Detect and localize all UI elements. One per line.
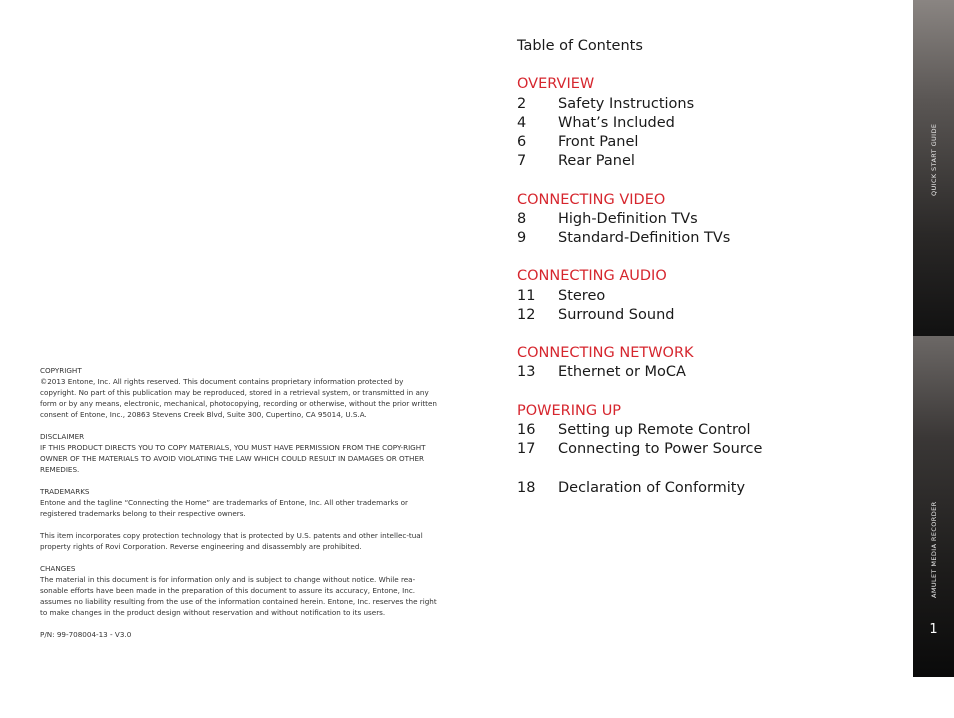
section-heading: CONNECTING AUDIO bbox=[517, 268, 667, 285]
toc-entry[interactable] bbox=[517, 306, 897, 325]
copyright-block bbox=[40, 365, 438, 420]
part-number: P/N: 99-708004-13 - V3.0 bbox=[40, 630, 132, 639]
toc-page-number: 16 bbox=[517, 421, 536, 438]
sidebar-top-label: QUICK START GUIDE bbox=[930, 123, 938, 196]
toc-section-connecting-network bbox=[517, 344, 897, 382]
toc-page-number: 6 bbox=[517, 134, 527, 150]
toc-entry[interactable] bbox=[517, 287, 897, 306]
toc-entry-label: Front Panel bbox=[558, 134, 639, 150]
toc-entry-label: Safety Instructions bbox=[558, 95, 695, 112]
toc-entry-label: Setting up Remote Control bbox=[558, 421, 751, 438]
toc-page-number: 13 bbox=[517, 364, 536, 381]
toc-entry[interactable] bbox=[517, 229, 897, 248]
sidebar-quick-start-label bbox=[913, 123, 954, 276]
toc-page-number: 2 bbox=[517, 95, 527, 112]
toc-entry-label: Declaration of Conformity bbox=[558, 479, 746, 496]
table-of-contents bbox=[517, 37, 897, 498]
toc-page-number: 7 bbox=[517, 153, 527, 170]
toc-page-number: 9 bbox=[517, 230, 527, 246]
trademarks-text: Entone and the tagline “Connecting the Home” are trademarks of Entone, Inc. All other trademarks or registered trademarks belong to their respective owners. bbox=[40, 498, 408, 518]
disclaimer-text: IF THIS PRODUCT DIRECTS YOU TO COPY MATERIALS, YOU MUST HAVE PERMISSION FROM THE COPY-RIGHT OWNER OF THE MATERIALS TO AVOID VIOLATING THE LAW WHICH COULD RESULT IN DAMAGES OR OTHER REMEDIES. bbox=[40, 443, 426, 474]
toc-entry-label: Connecting to Power Source bbox=[558, 441, 763, 458]
toc-section-overview bbox=[517, 75, 897, 171]
toc-page-number: 11 bbox=[517, 287, 536, 304]
toc-entry-label: What’s Included bbox=[558, 114, 675, 131]
toc-entry-declaration[interactable] bbox=[517, 479, 897, 498]
toc-entry[interactable] bbox=[517, 152, 897, 171]
toc-entry-label: Ethernet or MoCA bbox=[558, 364, 686, 381]
section-heading: CONNECTING NETWORK bbox=[517, 345, 694, 362]
toc-section-connecting-video bbox=[517, 191, 897, 249]
sidebar-product-label bbox=[913, 501, 954, 718]
toc-entry-label: Stereo bbox=[558, 287, 606, 304]
section-heading: OVERVIEW bbox=[517, 76, 595, 93]
copyright-text: ©2013 Entone, Inc. All rights reserved. This document contains proprietary information protected by copyright. No part of this publication may be reproduced, stored in a retrieval system, or transmitted in any form or by any means, electronic, mechanical, photocopying, recording or otherwise, without the prior written consent of Entone, Inc., 20863 Stevens Creek Blvd, Suite 300, Cupertino, CA 95014, U.S.A. bbox=[40, 377, 437, 419]
toc-entry-label: Surround Sound bbox=[558, 306, 675, 323]
toc-section-powering-up bbox=[517, 402, 897, 460]
disclaimer-heading: DISCLAIMER bbox=[40, 432, 85, 441]
toc-page-number: 4 bbox=[517, 114, 527, 131]
toc-entry[interactable] bbox=[517, 210, 897, 229]
toc-entry[interactable] bbox=[517, 440, 897, 459]
copy-protection-text: This item incorporates copy protection technology that is protected by U.S. patents and other intellec-tual property rights of Rovi Corporation. Reverse engineering and disassembly are prohibited. bbox=[40, 531, 423, 551]
copy-protection-block bbox=[40, 530, 438, 552]
section-heading: CONNECTING VIDEO bbox=[517, 191, 666, 208]
page-number: 1 bbox=[929, 622, 938, 637]
changes-text: The material in this document is for information only and is subject to change without notice. While rea-sonable efforts have been made in the preparation of this document to assure its accuracy, Entone, Inc. assumes no liability resulting from the use of the information contained herein. Entone, Inc. reserves the right to make changes in the product design without reservation and without notification to its users. bbox=[40, 575, 437, 617]
toc-entry[interactable] bbox=[517, 421, 897, 440]
changes-block bbox=[40, 563, 438, 618]
section-heading: POWERING UP bbox=[517, 402, 622, 419]
trademarks-block bbox=[40, 486, 438, 519]
toc-section-connecting-audio bbox=[517, 267, 897, 325]
toc-entry[interactable] bbox=[517, 363, 897, 382]
copyright-heading: COPYRIGHT bbox=[40, 366, 82, 375]
toc-entry-label: Rear Panel bbox=[558, 153, 635, 170]
toc-entry[interactable] bbox=[517, 133, 897, 152]
trademarks-heading: TRADEMARKS bbox=[40, 487, 90, 496]
sidebar-bottom-label: AMULET MEDIA RECORDER bbox=[930, 501, 938, 598]
toc-page-number: 18 bbox=[517, 479, 536, 496]
toc-page-number: 17 bbox=[517, 441, 536, 458]
toc-entry-label: High-Definition TVs bbox=[558, 210, 698, 227]
changes-heading: CHANGES bbox=[40, 564, 76, 573]
part-number-block bbox=[40, 629, 438, 640]
toc-title: Table of Contents bbox=[517, 38, 643, 54]
legal-notice bbox=[40, 365, 438, 651]
disclaimer-block bbox=[40, 431, 438, 475]
toc-page-number: 8 bbox=[517, 210, 527, 227]
toc-entry-label: Standard-Definition TVs bbox=[558, 230, 731, 246]
toc-entry[interactable] bbox=[517, 114, 897, 133]
toc-page-number: 12 bbox=[517, 306, 536, 323]
page-sidebar bbox=[913, 0, 954, 677]
toc-entry[interactable] bbox=[517, 95, 897, 114]
